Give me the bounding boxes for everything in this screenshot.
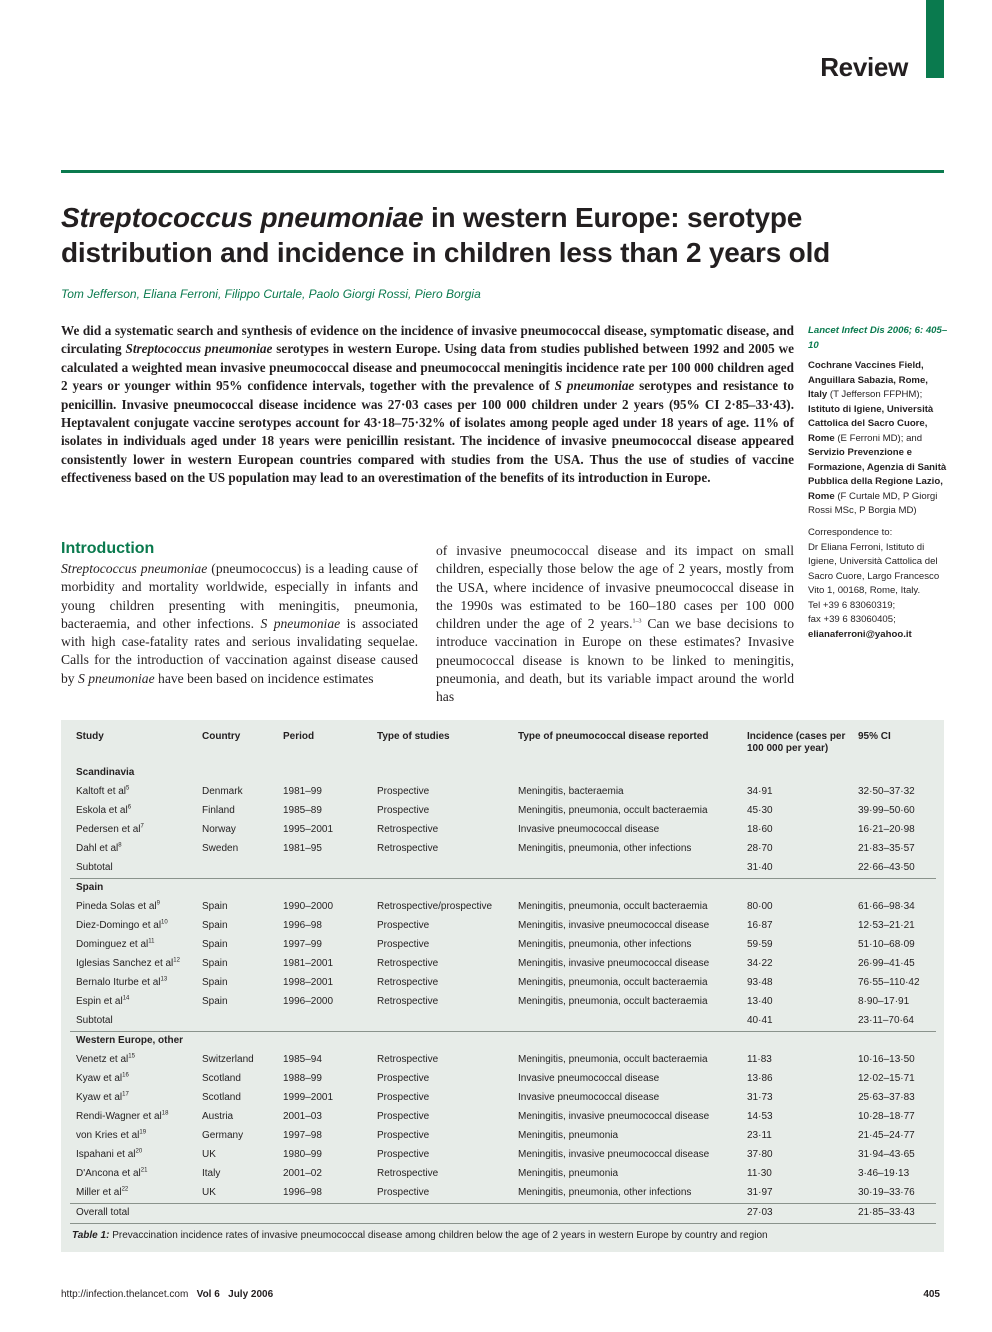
study-reference: 5	[126, 785, 130, 792]
cell-study	[70, 898, 196, 917]
title-italic: Streptococcus pneumoniae	[61, 202, 424, 233]
affiliations	[808, 359, 948, 519]
cell-period: 1996–98	[283, 920, 322, 931]
study-reference: 9	[156, 900, 160, 907]
cell-country: Sweden	[202, 843, 239, 854]
cell-type: Prospective	[377, 1092, 430, 1103]
cell-ci: 8·90–17·91	[858, 996, 910, 1007]
cell-period: 1981–2001	[283, 958, 334, 969]
table-caption	[72, 1230, 932, 1241]
cell-incidence: 59·59	[747, 939, 773, 950]
cell-study	[70, 974, 196, 993]
study-name: Ispahani et al	[76, 1149, 136, 1160]
cell-disease: Meningitis, pneumonia, other infections	[518, 939, 692, 950]
cell-disease: Meningitis, pneumonia, occult bacteraemia	[518, 996, 708, 1007]
section-label: Review	[820, 52, 908, 82]
group-name: Spain	[70, 879, 936, 899]
affiliation-1: Cochrane Vaccines Field, Anguillara Sabazia, Rome, Italy	[808, 360, 928, 400]
cell-period: 1997–99	[283, 939, 322, 950]
cell-study	[70, 936, 196, 955]
table-row	[70, 993, 936, 1012]
intro-column-2	[436, 542, 794, 707]
study-name: Pineda Solas et al	[76, 901, 157, 912]
cell-type: Retrospective	[377, 824, 439, 835]
cell-period: 1988–99	[283, 1073, 322, 1084]
cell-ci: 32·50–37·32	[858, 786, 915, 797]
header-ci: 95% CI	[858, 731, 891, 742]
section-color-bar	[926, 0, 944, 78]
cell-ci: 39·99–50·60	[858, 805, 915, 816]
cell-ci: 12·53–21·21	[858, 920, 915, 931]
study-name: Diez-Domingo et al	[76, 920, 162, 931]
table-row	[70, 1070, 936, 1089]
subtotal-row	[70, 1012, 936, 1032]
cell-study	[70, 1089, 196, 1108]
study-reference: 12	[173, 957, 180, 964]
cell-period: 1985–89	[283, 805, 322, 816]
cell-incidence: 45·30	[747, 805, 773, 816]
affiliation-3: Servizio Prevenzione e Formazione, Agenzia di Sanità Pubblica della Regione Lazio, Rome	[808, 447, 947, 502]
intro-italic-1: Streptococcus pneumoniae	[61, 561, 208, 576]
cell-type: Prospective	[377, 1187, 430, 1198]
cell-incidence: 18·60	[747, 824, 773, 835]
affiliation-3-note: (F Curtale MD, P Giorgi Rossi MSc, P Borgia MD)	[808, 490, 938, 516]
cell-study	[70, 1070, 196, 1089]
cell-country: Italy	[202, 1168, 221, 1179]
cell-disease: Meningitis, pneumonia	[518, 1168, 619, 1179]
abstract-italic-1: Streptococcus pneumoniae	[125, 341, 273, 357]
cell-study	[70, 1184, 196, 1204]
subtotal-label: Subtotal	[76, 1015, 113, 1026]
cell-period: 1999–2001	[283, 1092, 334, 1103]
cell-disease: Invasive pneumococcal disease	[518, 824, 660, 835]
study-reference: 18	[161, 1110, 169, 1117]
cell-incidence: 93·48	[747, 977, 773, 988]
intro-text-2: is associated with high case-fatality rates and serious invalidating sequelae. Calls for the introduction of vaccination against disease caused by	[61, 615, 418, 686]
cell-study	[70, 1127, 196, 1146]
cell-country: UK	[202, 1149, 216, 1160]
empty-cell	[371, 859, 512, 879]
table-row	[70, 1165, 936, 1184]
intro-text-3: have been based on incidence estimates	[154, 670, 374, 686]
intro-italic-3: S pneumoniae	[78, 670, 155, 686]
study-name: Dominguez et al	[76, 939, 149, 950]
cell-period: 1990–2000	[283, 901, 334, 912]
page-number: 405	[923, 1289, 940, 1300]
correspondence-tel: Tel +39 6 83060319;	[808, 599, 896, 611]
cell-study	[70, 1165, 196, 1184]
study-reference: 10	[161, 919, 168, 926]
cell-study	[70, 955, 196, 974]
table-row	[70, 821, 936, 840]
study-name: Eskola et al	[76, 805, 128, 816]
table-group-row	[70, 764, 936, 783]
cell-incidence: 80·00	[747, 901, 773, 912]
cell-type: Retrospective	[377, 958, 439, 969]
abstract-part-2: serotypes in western Europe. Using data from studies published between 1992 and 2005 we calculated a weighted mean invasive pneumococcal disease and pneumococcal meningitis incidence rate per 100 000 children aged 2 years or younger within 95% confidence intervals, together with the prevalence of	[61, 341, 794, 394]
study-reference: 8	[118, 842, 122, 849]
intro-text-4: of invasive pneumococcal disease and its impact on small children, especially those below the age of 2 years, mostly from the USA, where incidence of invasive pneumococcal disease in the 1990s was estimated to be 160–180 cases per 100 000 children under the age of 2 years.	[436, 543, 794, 632]
cell-ci: 21·83–35·57	[858, 843, 915, 854]
study-name: D'Ancona et al	[76, 1168, 141, 1179]
cell-ci: 76·55–110·42	[858, 977, 920, 988]
cell-period: 2001–03	[283, 1111, 322, 1122]
cell-disease: Meningitis, bacteraemia	[518, 786, 624, 797]
cell-disease: Invasive pneumococcal disease	[518, 1092, 660, 1103]
cell-disease: Meningitis, invasive pneumococcal disease	[518, 958, 710, 969]
footer-issue: Vol 6 July 2006	[196, 1289, 274, 1300]
cell-ci: 61·66–98·34	[858, 901, 915, 912]
cell-country: Spain	[202, 901, 228, 912]
cell-period: 1985–94	[283, 1054, 322, 1065]
cell-incidence: 11·30	[747, 1168, 772, 1179]
table-row	[70, 802, 936, 821]
cell-ci: 10·28–18·77	[858, 1111, 915, 1122]
cell-period: 1997–98	[283, 1130, 322, 1141]
study-name: von Kries et al	[76, 1130, 140, 1141]
cell-country: Austria	[202, 1111, 234, 1122]
caption-label: Table 1:	[72, 1230, 110, 1241]
table-row	[70, 936, 936, 955]
study-reference: 22	[121, 1186, 129, 1193]
empty-cell	[371, 1012, 512, 1032]
cell-country: Spain	[202, 996, 228, 1007]
affiliation-1-note: (T Jefferson FFPHM);	[827, 389, 923, 400]
footer	[61, 1289, 273, 1300]
correspondence	[808, 526, 948, 642]
cell-incidence: 37·80	[747, 1149, 773, 1160]
subtotal-label: Subtotal	[76, 862, 113, 873]
empty-cell	[277, 1204, 371, 1224]
subtotal-incidence: 40·41	[747, 1015, 773, 1026]
header-disease: Type of pneumococcal disease reported	[518, 731, 709, 742]
affiliation-2-note: (E Ferroni MD); and	[834, 432, 923, 444]
subtotal-row	[70, 859, 936, 879]
cell-type: Prospective	[377, 920, 430, 931]
table-body	[70, 764, 936, 1224]
table-header-row	[70, 726, 936, 764]
cell-period: 1995–2001	[283, 824, 334, 835]
author-list: Tom Jefferson, Eliana Ferroni, Filippo Curtale, Paolo Giorgi Rossi, Piero Borgia	[61, 287, 481, 301]
cell-study	[70, 1108, 196, 1127]
study-reference: 6	[127, 804, 132, 811]
overall-row	[70, 1204, 936, 1224]
overall-label: Overall total	[70, 1204, 196, 1224]
cell-type: Retrospective	[377, 1054, 439, 1065]
study-reference: 11	[148, 938, 155, 945]
empty-cell	[196, 1012, 277, 1032]
caption-text: Prevaccination incidence rates of invasive pneumococcal disease among children below the age of 2 years in western Europe by country and region	[109, 1230, 768, 1241]
header-period: Period	[283, 731, 315, 742]
cell-study	[70, 840, 196, 859]
cell-type: Retrospective/prospective	[377, 901, 493, 912]
cell-period: 1998–2001	[283, 977, 334, 988]
intro-text-1: (pneumococcus) is a leading cause of morbidity and mortality worldwide, especially in infants and young children presenting with meningitis, pneumonia, bacteraemia, and other infections.	[61, 561, 418, 631]
cell-disease: Meningitis, pneumonia, occult bacteraemia	[518, 977, 708, 988]
table-row	[70, 917, 936, 936]
cell-ci: 25·63–37·83	[858, 1092, 915, 1103]
table-row	[70, 783, 936, 802]
study-reference: 7	[140, 823, 144, 830]
cell-ci: 51·10–68·09	[858, 939, 915, 950]
study-reference: 17	[122, 1091, 129, 1098]
table-row	[70, 1184, 936, 1204]
empty-cell	[371, 1204, 512, 1224]
table-row	[70, 1108, 936, 1127]
cell-country: UK	[202, 1187, 216, 1198]
cell-incidence: 31·73	[747, 1092, 773, 1103]
cell-country: Spain	[202, 939, 228, 950]
journal-citation: Lancet Infect Dis 2006; 6: 405–10	[808, 325, 948, 351]
cell-incidence: 31·97	[747, 1187, 773, 1198]
empty-cell	[196, 859, 277, 879]
cell-study	[70, 783, 196, 802]
cell-study	[70, 917, 196, 936]
cell-type: Retrospective	[377, 1168, 439, 1179]
cell-ci: 26·99–41·45	[858, 958, 915, 969]
cell-type: Prospective	[377, 1111, 430, 1122]
study-name: Espin et al	[76, 996, 123, 1007]
table-group-row	[70, 879, 936, 899]
study-name: Pedersen et al	[76, 824, 141, 835]
table-row	[70, 1089, 936, 1108]
article-title	[61, 200, 921, 270]
table-row	[70, 1127, 936, 1146]
empty-cell	[512, 1012, 741, 1032]
empty-cell	[196, 1204, 277, 1224]
header-country: Country	[202, 731, 241, 742]
study-name: Kaltoft et al	[76, 786, 127, 797]
cell-country: Spain	[202, 920, 228, 931]
study-reference: 15	[128, 1053, 135, 1060]
overall-incidence: 27·03	[741, 1204, 852, 1224]
cell-study	[70, 1051, 196, 1070]
cell-incidence: 34·22	[747, 958, 773, 969]
cell-period: 1981–99	[283, 786, 322, 797]
incidence-table	[70, 726, 936, 1224]
study-reference: 21	[140, 1167, 148, 1174]
cell-disease: Meningitis, pneumonia, occult bacteraemia	[518, 805, 708, 816]
table-row	[70, 898, 936, 917]
cell-incidence: 13·86	[747, 1073, 773, 1084]
cell-incidence: 34·91	[747, 786, 773, 797]
abstract	[61, 322, 794, 488]
cell-country: Denmark	[202, 786, 243, 797]
correspondence-email[interactable]: elianaferroni@yahoo.it	[808, 628, 912, 640]
cell-ci: 10·16–13·50	[858, 1054, 915, 1065]
cell-disease: Meningitis, invasive pneumococcal disease	[518, 920, 710, 931]
empty-cell	[512, 1204, 741, 1224]
cell-country: Switzerland	[202, 1054, 254, 1065]
study-name: Dahl et al	[76, 843, 119, 854]
cell-disease: Meningitis, pneumonia, occult bacteraemia	[518, 901, 708, 912]
cell-disease: Meningitis, pneumonia	[518, 1130, 619, 1141]
intro-text-5: Can we base decisions to introduce vaccination in Europe on these estimates? Invasive pneumococcal disease is known to be linked to meningitis, pneumonia, and death, but its variable impact around the world has	[436, 616, 794, 705]
cell-ci: 21·45–24·77	[858, 1130, 915, 1141]
empty-cell	[512, 859, 741, 879]
cell-ci: 3·46–19·13	[858, 1168, 910, 1179]
cell-period: 1980–99	[283, 1149, 322, 1160]
cell-type: Retrospective	[377, 843, 439, 854]
table-row	[70, 1051, 936, 1070]
cell-disease: Meningitis, pneumonia, other infections	[518, 843, 692, 854]
cell-disease: Meningitis, invasive pneumococcal disease	[518, 1111, 710, 1122]
subtotal-ci: 22·66–43·50	[858, 862, 915, 873]
study-name: Kyaw et al	[76, 1092, 123, 1103]
table-row	[70, 1146, 936, 1165]
cell-incidence: 11·83	[747, 1054, 772, 1065]
cell-study	[70, 993, 196, 1012]
abstract-part-3: serotypes and resistance to penicillin. Invasive pneumococcal disease incidence was 27·03 cases per 100 000 children under 2 years (95% CI 2·85–33·43). Heptavalent conjugate vaccine serotypes account for 43·18–75·32% of isolates among people aged under 18 years of age. 11% of isolates in individuals aged under 18 years were penicillin resistant. The incidence of invasive pneumococcal disease appeared consistently lower in western European countries compared with studies from the USA. Thus the use of studies of vaccine effectiveness based on the US population may lead to an overestimation of the benefits of its introduction in Europe.	[61, 378, 794, 486]
cell-incidence: 23·11	[747, 1130, 772, 1141]
intro-column-1	[61, 560, 418, 688]
cell-country: Finland	[202, 805, 235, 816]
cell-period: 1981–95	[283, 843, 322, 854]
header-rule	[61, 170, 944, 173]
table-row	[70, 974, 936, 993]
cell-type: Prospective	[377, 939, 430, 950]
cell-ci: 31·94–43·65	[858, 1149, 915, 1160]
cell-country: Norway	[202, 824, 236, 835]
group-name: Western Europe, other	[70, 1032, 936, 1052]
study-reference: 19	[139, 1129, 147, 1136]
study-reference: 16	[122, 1072, 129, 1079]
cell-incidence: 16·87	[747, 920, 773, 931]
cell-country: Scotland	[202, 1092, 241, 1103]
cell-study	[70, 1146, 196, 1165]
study-name: Miller et al	[76, 1187, 122, 1198]
cell-ci: 30·19–33·76	[858, 1187, 915, 1198]
cell-disease: Meningitis, pneumonia, other infections	[518, 1187, 692, 1198]
table-group-row	[70, 1032, 936, 1052]
cell-type: Prospective	[377, 786, 430, 797]
study-name: Kyaw et al	[76, 1073, 123, 1084]
intro-italic-2: S pneumoniae	[260, 615, 341, 631]
cell-type: Retrospective	[377, 996, 439, 1007]
header-study: Study	[76, 731, 104, 742]
cell-period: 1996–2000	[283, 996, 334, 1007]
correspondence-fax: fax +39 6 83060405;	[808, 614, 896, 625]
header-incidence: Incidence (cases per 100 000 per year)	[747, 731, 846, 754]
cell-period: 1996–98	[283, 1187, 322, 1198]
header-type: Type of studies	[377, 731, 450, 742]
correspondence-address: Dr Eliana Ferroni, Istituto di Igiene, Università Cattolica del Sacro Cuore, Largo Francesco Vito 1, 00168, Rome, Italy.	[808, 541, 940, 596]
cell-disease: Meningitis, pneumonia, occult bacteraemia	[518, 1054, 708, 1065]
study-name: Bernalo Iturbe et al	[76, 977, 161, 988]
abstract-part-1: We did a systematic search and synthesis of evidence on the incidence of invasive pneumococcal disease, symptomatic disease, and circulating	[61, 323, 794, 357]
table-row	[70, 840, 936, 859]
cell-country: Scotland	[202, 1073, 241, 1084]
cell-type: Retrospective	[377, 977, 439, 988]
abstract-italic-2: S pneumoniae	[554, 378, 635, 394]
cell-incidence: 14·53	[747, 1111, 773, 1122]
study-reference: 13	[160, 976, 168, 983]
affiliation-2: Istituto di Igiene, Università Cattolica del Sacro Cuore, Rome	[808, 403, 934, 444]
table-row	[70, 955, 936, 974]
cell-type: Prospective	[377, 1130, 430, 1141]
cell-period: 2001–02	[283, 1168, 322, 1179]
cell-country: Germany	[202, 1130, 244, 1141]
cell-incidence: 28·70	[747, 843, 773, 854]
cell-ci: 12·02–15·71	[858, 1073, 915, 1084]
cell-ci: 16·21–20·98	[858, 824, 915, 835]
cell-disease: Invasive pneumococcal disease	[518, 1073, 660, 1084]
study-name: Venetz et al	[76, 1054, 129, 1065]
correspondence-label: Correspondence to:	[808, 527, 893, 538]
study-name: Rendi-Wagner et al	[76, 1111, 162, 1122]
study-reference: 14	[122, 995, 130, 1002]
cell-type: Prospective	[377, 1149, 430, 1160]
study-reference: 20	[135, 1148, 143, 1155]
cell-study	[70, 802, 196, 821]
empty-cell	[277, 1012, 371, 1032]
cell-country: Spain	[202, 977, 228, 988]
reference-superscript: 1–3	[632, 618, 642, 625]
cell-country: Spain	[202, 958, 228, 969]
footer-url[interactable]: http://infection.thelancet.com	[61, 1289, 189, 1300]
subtotal-incidence: 31·40	[747, 862, 773, 873]
title-rest: in western Europe: serotype distribution and incidence in children less than 2 years old	[61, 202, 831, 268]
cell-study	[70, 821, 196, 840]
cell-type: Prospective	[377, 1073, 430, 1084]
subtotal-ci: 23·11–70·64	[858, 1015, 914, 1026]
study-name: Iglesias Sanchez et al	[76, 958, 174, 969]
overall-ci: 21·85–33·43	[852, 1204, 936, 1224]
empty-cell	[277, 859, 371, 879]
introduction-heading: Introduction	[61, 540, 155, 557]
cell-incidence: 13·40	[747, 996, 773, 1007]
group-name: Scandinavia	[76, 767, 135, 778]
cell-disease: Meningitis, invasive pneumococcal disease	[518, 1149, 710, 1160]
cell-type: Prospective	[377, 805, 430, 816]
